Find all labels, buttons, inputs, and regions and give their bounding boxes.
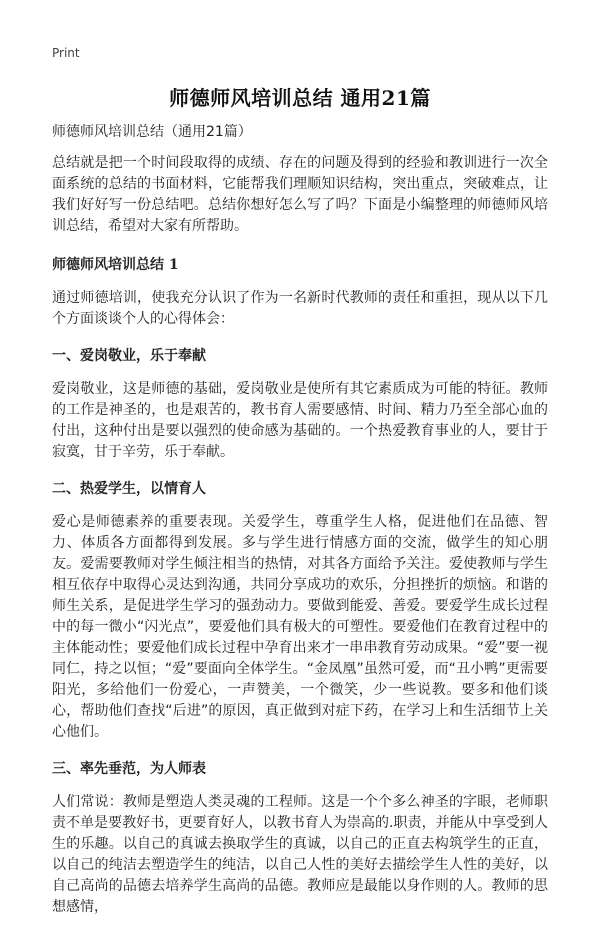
document-body xyxy=(52,122,548,928)
print-link[interactable]: Print xyxy=(52,46,80,60)
intro-paragraph: 总结就是把一个时间段取得的成绩、存在的问题及得到的经验和教训进行一次全面系统的总结的书面材料，它能帮我们理顺知识结构，突出重点，突破难点，让我们好好写一份总结吧。总结你想好怎么写了吗？下面是小编整理的师德师风培训总结，希望对大家有所帮助。 xyxy=(52,155,548,234)
article-intro: 通过师德培训，使我充分认识了作为一名新时代教师的责任和重担，现从以下几个方面谈谈个人的心得体会： xyxy=(52,290,548,327)
section-body: 爱心是师德素养的重要表现。关爱学生，尊重学生人格，促进他们在品德、智力、体质各方面都得到发展。多与学生进行情感方面的交流，做学生的知心朋友。爱需要教师对学生倾注相当的热情，对其各方面给予关注。爱使教师与学生相互依存中取得心灵达到沟通，共同分享成功的欢乐，分担挫折的烦恼。和谐的师生关系，是促进学生学习的强劲动力。要做到能爱、善爱。要爱学生成长过程中的每一微小“闪光点”，要爱他们具有极大的可塑性。要爱他们在教育过程中的主体能动性；要爱他们成长过程中孕育出来才一串串教育劳动成果。“爱”要一视同仁，持之以恒；“爱”要面向全体学生。“金凤凰”虽然可爱，而“丑小鸭”更需要阳光，多给他们一份爱心，一声赞美，一个微笑，少一些说教。要多和他们谈心，帮助他们查找“后进”的原因，真正做到对症下药，在学习上和生活细节上关心他们。 xyxy=(52,514,548,740)
section-heading: 三、率先垂范，为人师表 xyxy=(52,761,206,777)
document-title: 师德师风培训总结 通用21篇 xyxy=(169,86,431,110)
section-heading: 一、爱岗敬业，乐于奉献 xyxy=(52,348,206,364)
article-heading: 师德师风培训总结 1 xyxy=(52,257,179,273)
section-body: 爱岗敬业，这是师德的基础，爱岗敬业是使所有其它素质成为可能的特征。教师的工作是神圣的，也是艰苦的，教书育人需要感情、时间、精力乃至全部心血的付出，这种付出是要以强烈的使命感为基础的。一个热爱教育事业的人，要甘于寂寞，甘于辛劳，乐于奉献。 xyxy=(52,381,548,460)
section-heading: 二、热爱学生，以情育人 xyxy=(52,481,206,497)
section-body: 人们常说：教师是塑造人类灵魂的工程师。这是一个个多么神圣的字眼，老师职责不单是要教好书，更要育好人，以教书育人为崇高的.职责，并能从中享受到人生的乐趣。以自己的真诚去换取学生的真诚，以自己的正直去构筑学生的正直，以自己的纯洁去塑造学生的纯洁，以自己人性的美好去描绘学生人性的美好，以自己高尚的品德去培养学生高尚的品德。教师应是最能以身作则的人。教师的思想感情， xyxy=(52,794,548,915)
subtitle: 师德师风培训总结（通用21篇） xyxy=(52,124,252,140)
